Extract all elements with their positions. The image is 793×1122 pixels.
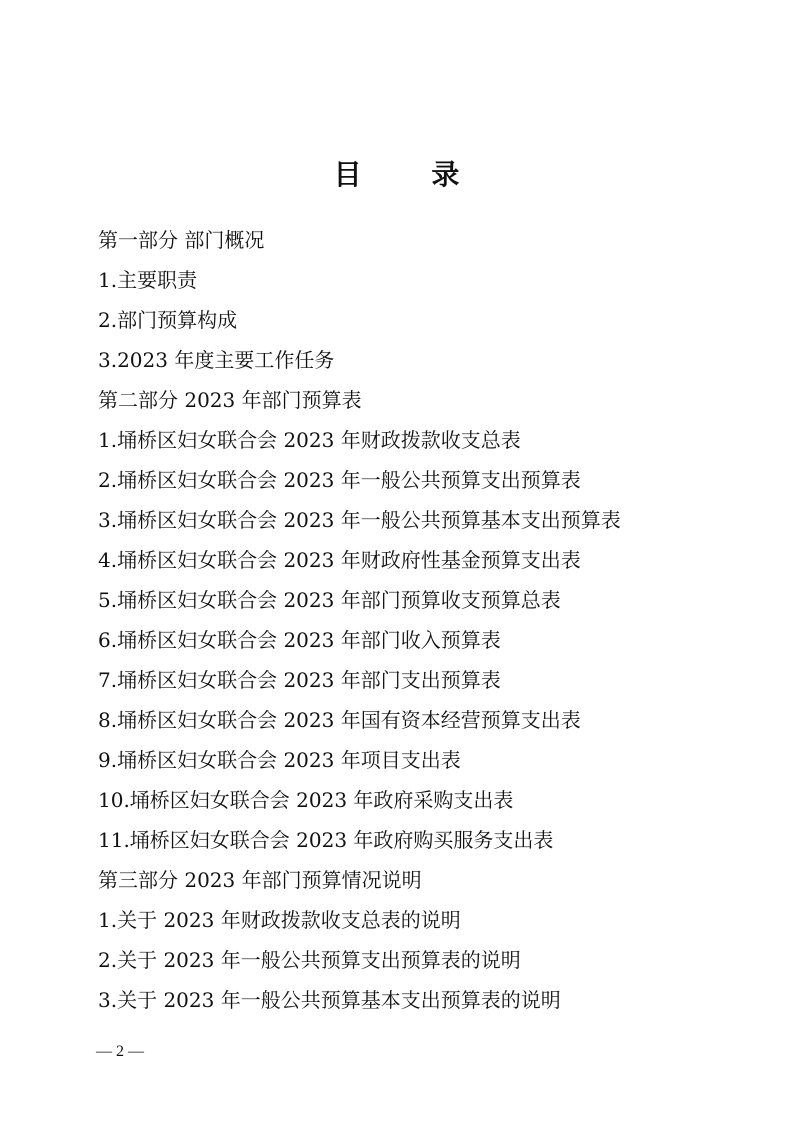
toc-item: 4.埇桥区妇女联合会 2023 年财政府性基金预算支出表 <box>98 548 581 572</box>
toc-item: 第一部分 部门概况 <box>98 228 265 252</box>
toc-item: 3.埇桥区妇女联合会 2023 年一般公共预算基本支出预算表 <box>98 508 621 532</box>
toc-item: 1.主要职责 <box>98 268 198 292</box>
page-number: — 2 — <box>96 1043 144 1060</box>
toc-item: 8.埇桥区妇女联合会 2023 年国有资本经营预算支出表 <box>98 708 581 732</box>
table-of-contents <box>98 220 758 1020</box>
toc-item: 1.埇桥区妇女联合会 2023 年财政拨款收支总表 <box>98 428 521 452</box>
toc-item: 9.埇桥区妇女联合会 2023 年项目支出表 <box>98 748 461 772</box>
toc-item: 第二部分 2023 年部门预算表 <box>98 388 362 412</box>
toc-item: 6.埇桥区妇女联合会 2023 年部门收入预算表 <box>98 628 501 652</box>
toc-item: 5.埇桥区妇女联合会 2023 年部门预算收支预算总表 <box>98 588 561 612</box>
toc-item: 2.关于 2023 年一般公共预算支出预算表的说明 <box>98 948 521 972</box>
toc-item: 第三部分 2023 年部门预算情况说明 <box>98 868 422 892</box>
toc-item: 11.埇桥区妇女联合会 2023 年政府购买服务支出表 <box>98 828 554 852</box>
toc-item: 3.关于 2023 年一般公共预算基本支出预算表的说明 <box>98 988 561 1012</box>
toc-item: 2.部门预算构成 <box>98 308 238 332</box>
toc-item: 1.关于 2023 年财政拨款收支总表的说明 <box>98 908 461 932</box>
toc-item: 2.埇桥区妇女联合会 2023 年一般公共预算支出预算表 <box>98 468 581 492</box>
toc-item: 7.埇桥区妇女联合会 2023 年部门支出预算表 <box>98 668 501 692</box>
toc-item: 3.2023 年度主要工作任务 <box>98 348 335 372</box>
page-title: 目 录 <box>333 157 490 191</box>
toc-item: 10.埇桥区妇女联合会 2023 年政府采购支出表 <box>98 788 514 812</box>
